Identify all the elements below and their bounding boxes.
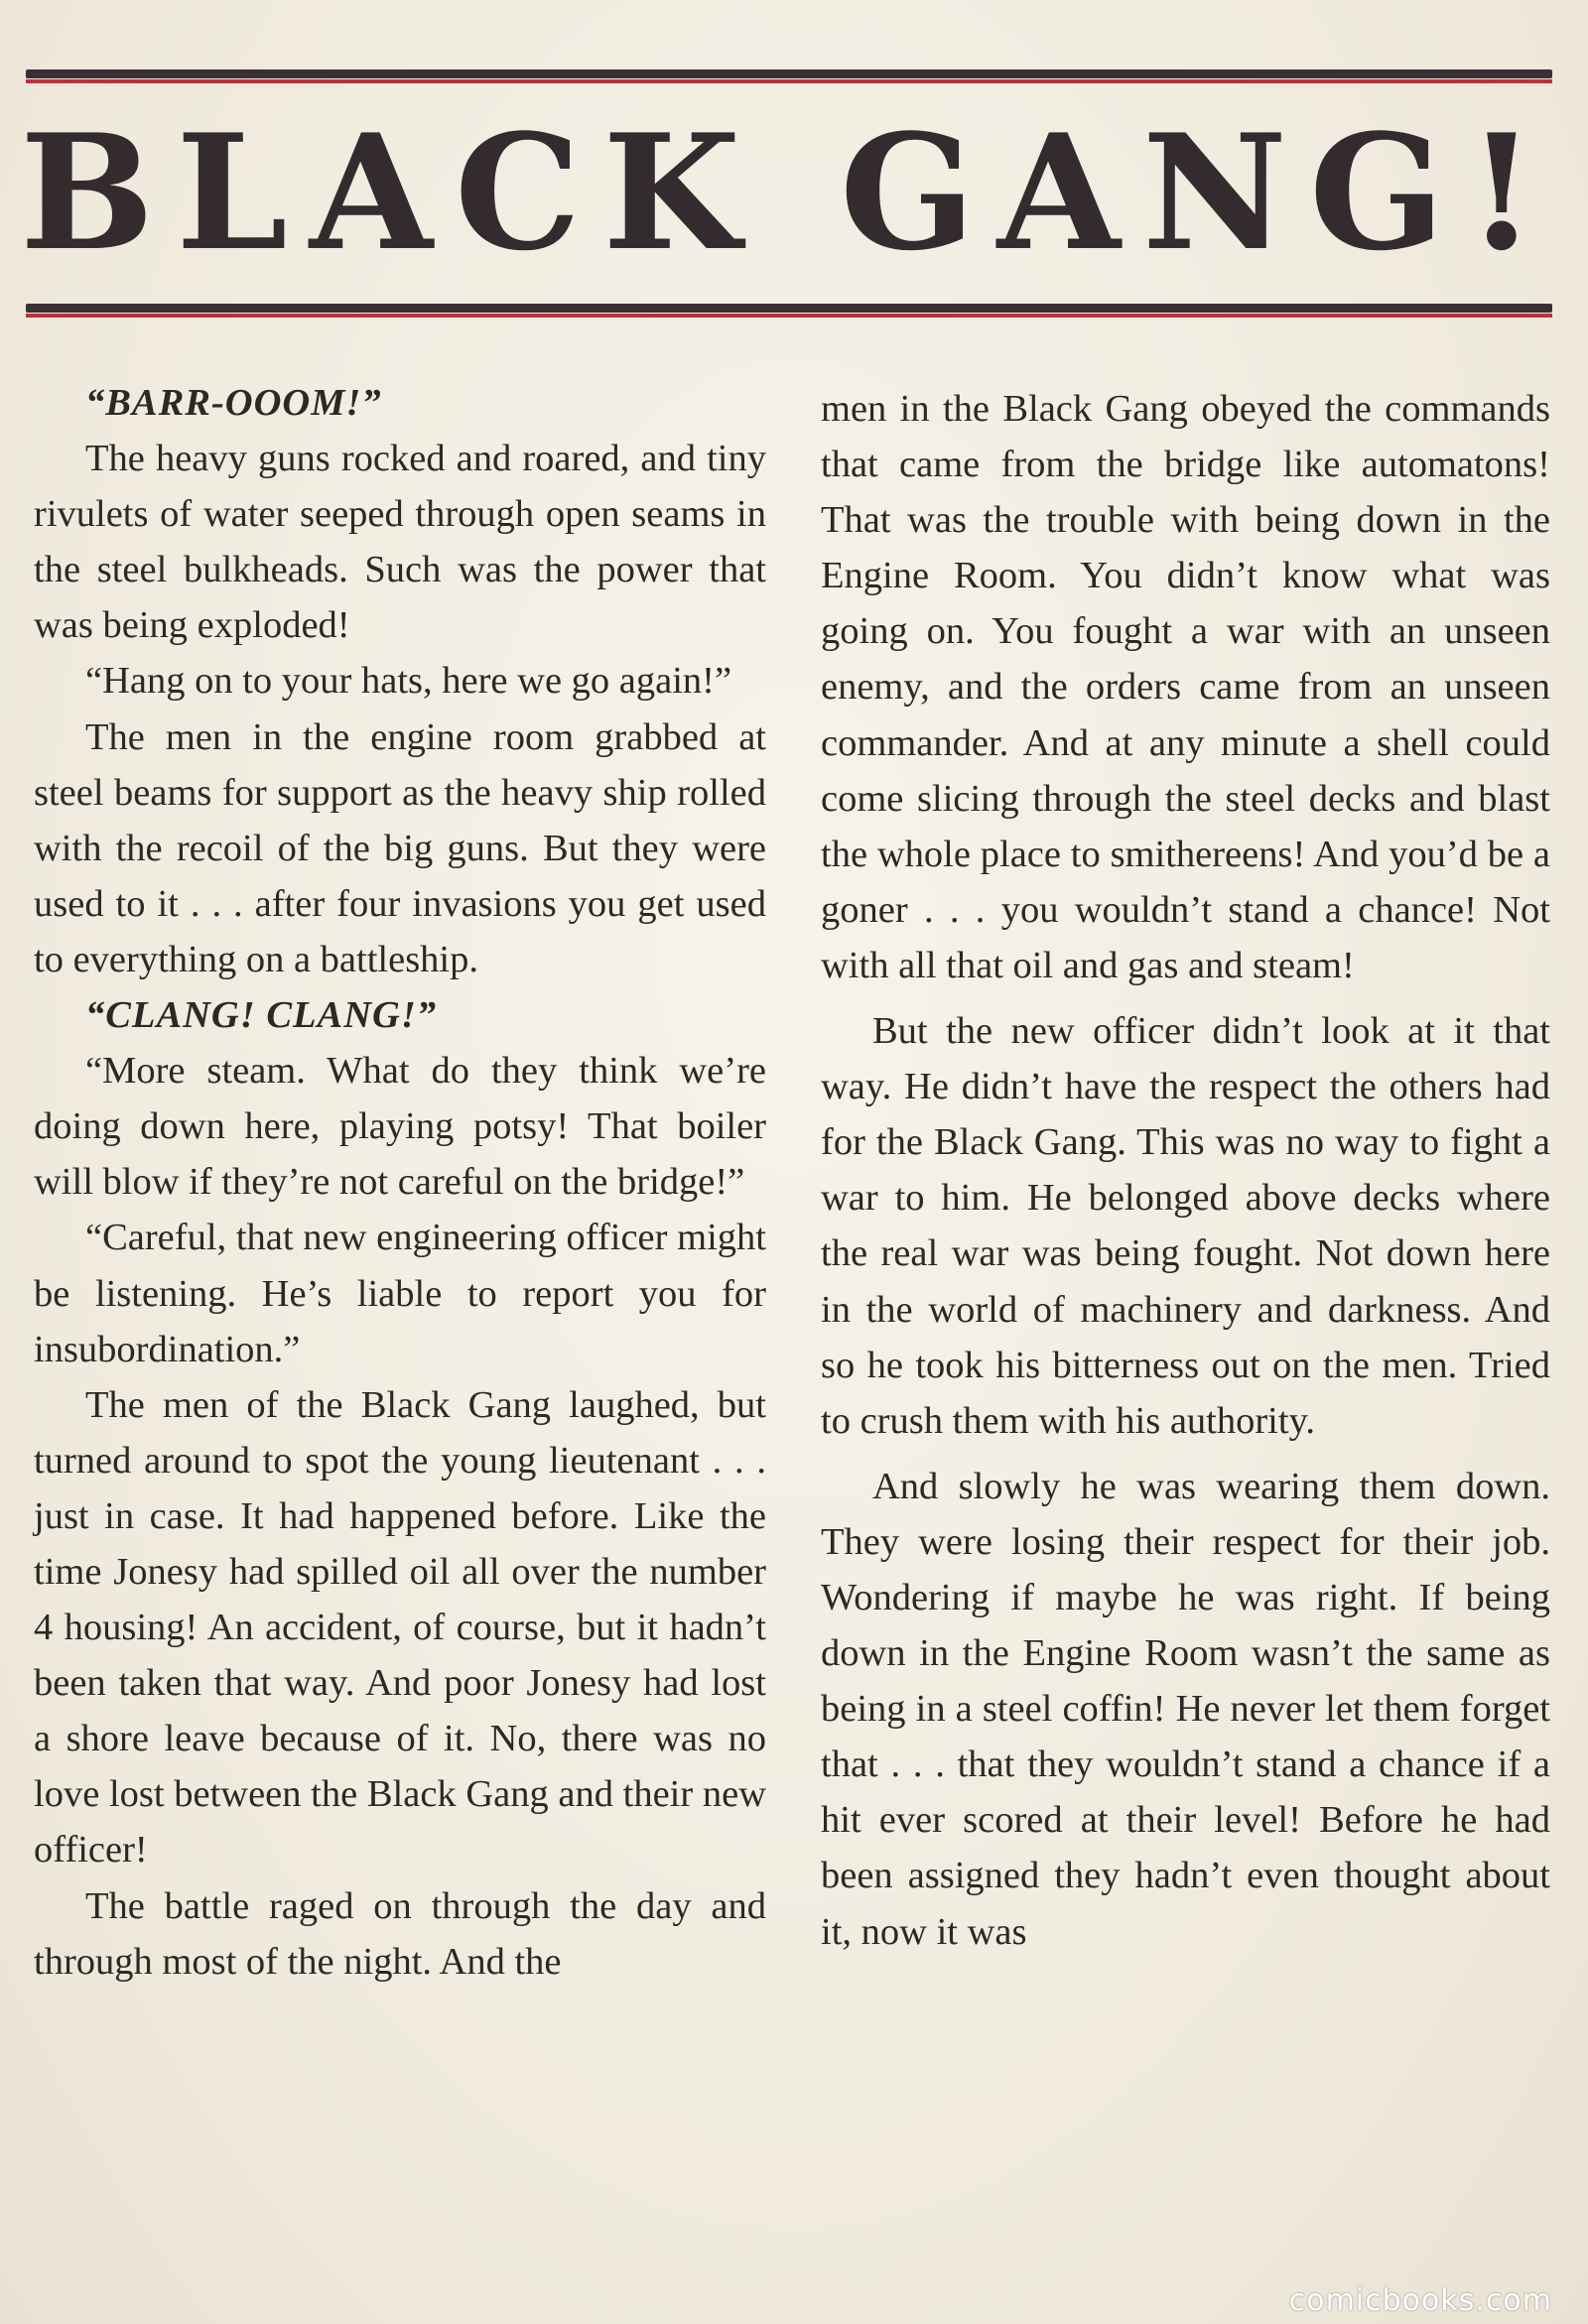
bottom-rule-red (26, 314, 1552, 318)
paragraph: “More steam. What do they think we’re doing down here, playing potsy! That boiler will blow if they’re not careful on the bridge!” (34, 1050, 766, 1204)
story-title: BLACK GANG! (20, 99, 1558, 286)
sound-effect: “BARR-OOOM!” (85, 382, 382, 424)
left-column (34, 375, 766, 1990)
title-banner (20, 83, 1558, 302)
watermark: comicbooks.com (1288, 2283, 1552, 2318)
paragraph: And slowly he was wearing them down. They were losing their respect for their job. Wondering if maybe he was right. If being down in the Engine Room wasn’t the same as being in a steel coffin! He never let them forget that . . . that they wouldn’t stand a chance if a hit ever scored at their level! Before he had been assigned they hadn’t even thought about it, now it was (821, 1465, 1550, 1953)
paragraph: “Hang on to your hats, here we go again!” (85, 660, 732, 703)
paragraph: The heavy guns rocked and roared, and tiny rivulets of water seeped through open seams in the steel bulkheads. Such was the power that was being exploded! (34, 438, 766, 647)
bottom-rule-dark (26, 304, 1552, 313)
paragraph-continued: men in the Black Gang obeyed the commands that came from the bridge like automatons! That was the trouble with being down in the Engine Room. You didn’t know what was going on. You fought a war with an unseen enemy, and the orders came from an unseen commander. And at any minute a shell could come slicing through the steel decks and blast the whole place to smithereens! And you’d be a goner . . . you wouldn’t stand a chance! Not with all that oil and gas and steam! (821, 388, 1550, 986)
paragraph: But the new officer didn’t look at it that way. He didn’t have the respect the others had for the Black Gang. This was no way to fight a war to him. He belonged above decks where the real war was being fought. Not down here in the world of machinery and darkness. And so he took his bitterness out on the men. Tried to crush them with his authority. (821, 1010, 1550, 1442)
right-column (821, 381, 1550, 1960)
paragraph: The men of the Black Gang laughed, but turned around to spot the young lieutenant . . . just in case. It had happened before. Like the time Jonesy had spilled oil all over the number 4 housing! An accident, of course, but it hadn’t been taken that way. And poor Jonesy had lost a shore leave because of it. No, there was no love lost between the Black Gang and their new officer! (34, 1383, 766, 1872)
paragraph: The men in the engine room grabbed at steel beams for support as the heavy ship rolled with the recoil of the big guns. But they were used to it . . . after four invasions you get used to everything on a battleship. (34, 715, 766, 980)
paragraph: The battle raged on through the day and through most of the night. And the (34, 1884, 766, 1983)
paragraph: “Careful, that new engineering officer might be listening. He’s liable to report you for insubordination.” (34, 1217, 766, 1370)
top-rule-dark (26, 69, 1552, 78)
sound-effect: “CLANG! CLANG!” (85, 994, 438, 1037)
